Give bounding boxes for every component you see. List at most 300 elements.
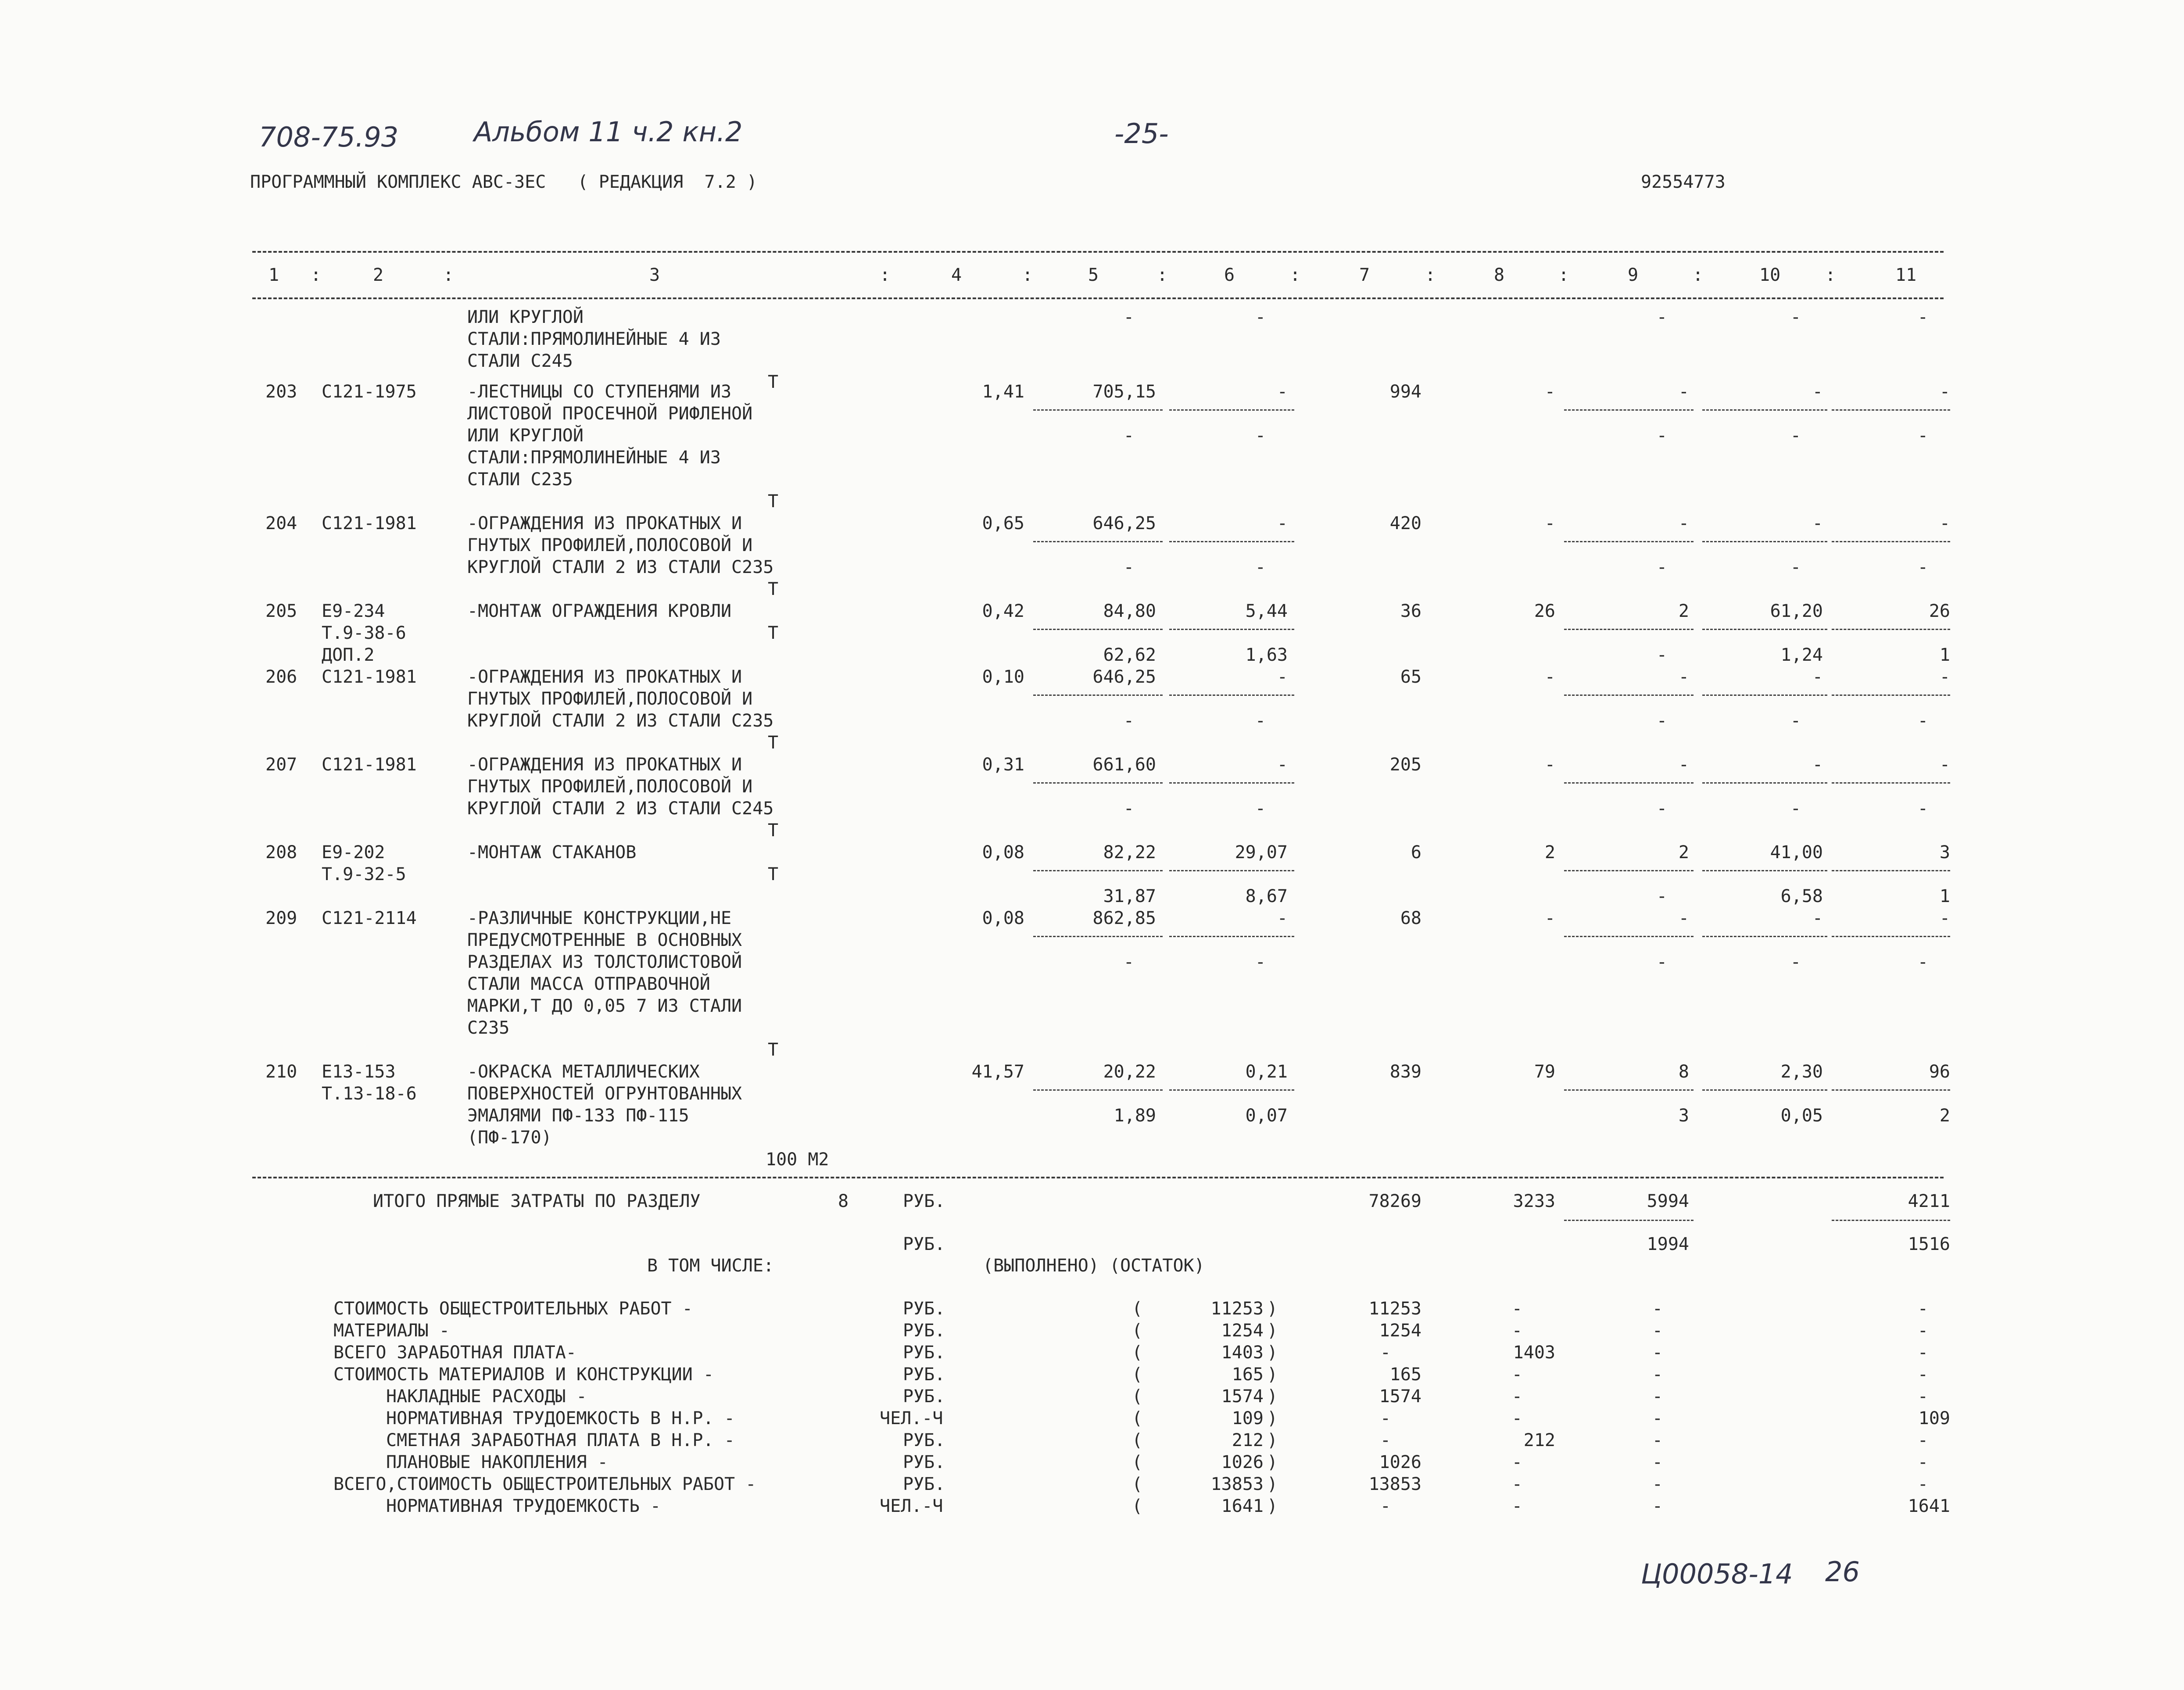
cell-c10b: -: [1790, 426, 1801, 446]
summary-c11: 1641: [1908, 1496, 1950, 1516]
summary-remaining: 11253: [1368, 1299, 1421, 1319]
description-line: СТАЛИ:ПРЯМОЛИНЕЙНЫЕ 4 ИЗ: [467, 448, 721, 468]
price-code: ДОП.2: [322, 645, 375, 665]
description-line: -МОНТАЖ ОГРАЖДЕНИЯ КРОВЛИ: [467, 601, 732, 621]
cell-c6: -: [1277, 513, 1288, 533]
unit-label: Т: [768, 733, 779, 753]
cell-qty: 1,41: [982, 382, 1024, 402]
cell-c6: 29,07: [1235, 842, 1288, 863]
cell-c9: 2: [1678, 842, 1689, 863]
cell-c5: 705,15: [1092, 382, 1156, 402]
column-header-1: 1: [269, 265, 279, 285]
value-divider: [1169, 1089, 1294, 1091]
value-divider: [1832, 1089, 1950, 1091]
cell-c9: -: [1678, 755, 1689, 775]
cell-c10: -: [1812, 908, 1823, 928]
paren-open: (: [1132, 1321, 1143, 1341]
cell-c9: -: [1678, 908, 1689, 928]
cell-c10b: -: [1790, 798, 1801, 819]
row-number: 208: [265, 842, 297, 863]
price-code: С121-1981: [322, 667, 417, 687]
program-title: ПРОГРАММНЫЙ КОМПЛЕКС АВС-3ЕС ( РЕДАКЦИЯ 7.2 ): [250, 172, 757, 192]
column-header-10: 10: [1759, 265, 1781, 285]
description-line: -ОГРАЖДЕНИЯ ИЗ ПРОКАТНЫХ И: [467, 667, 742, 687]
totals-c9-labor: 1994: [1647, 1234, 1689, 1254]
row-number: 204: [265, 513, 297, 533]
description-line: ПОВЕРХНОСТЕЙ ОГРУНТОВАННЫХ: [467, 1084, 742, 1104]
cell-c10b: 1,24: [1780, 645, 1823, 665]
paren-close: ): [1267, 1321, 1278, 1341]
description-line: ИЛИ КРУГЛОЙ: [467, 307, 584, 327]
cell-qty: 0,65: [982, 513, 1024, 533]
summary-unit: ЧЕЛ.-Ч: [880, 1408, 943, 1429]
cell-c11b: 1: [1939, 886, 1950, 906]
summary-c9: -: [1652, 1343, 1663, 1363]
summary-remaining: -: [1380, 1343, 1391, 1363]
value-divider: [1033, 695, 1163, 696]
cell-c10: 2,30: [1780, 1062, 1823, 1082]
summary-unit: РУБ.: [903, 1364, 945, 1385]
cell-c5b: -: [1123, 952, 1134, 972]
cell-qty: 0,08: [982, 842, 1024, 863]
handwritten-project-code: 708-75.93: [259, 121, 399, 153]
cell-c9: -: [1678, 667, 1689, 687]
summary-c8: 1403: [1513, 1343, 1555, 1363]
cell-c11b: -: [1917, 952, 1928, 972]
description-line: СТАЛИ С245: [467, 351, 573, 371]
cell-c5: 84,80: [1103, 601, 1156, 621]
cell-qty: 0,08: [982, 908, 1024, 928]
summary-label: МАТЕРИАЛЫ -: [333, 1321, 450, 1341]
column-header-9: 9: [1628, 265, 1639, 285]
value-divider: [1564, 409, 1693, 411]
cell-qty: 0,31: [982, 755, 1024, 775]
value-divider: [1033, 782, 1163, 784]
totals-c9: 5994: [1647, 1191, 1689, 1211]
unit-label: Т: [768, 372, 779, 392]
price-code: С121-1981: [322, 513, 417, 533]
column-header-5: 5: [1088, 265, 1099, 285]
paren-close: ): [1267, 1430, 1278, 1450]
cell-c6b: -: [1255, 557, 1266, 577]
cell-c7: 994: [1389, 382, 1421, 402]
value-divider: [1702, 782, 1827, 784]
cell-c11: -: [1939, 382, 1950, 402]
summary-c8: -: [1511, 1321, 1522, 1341]
column-header-7: 7: [1359, 265, 1370, 285]
value-divider: [1033, 541, 1163, 542]
cell-c9: -: [1678, 513, 1689, 533]
cell-c9: 2: [1678, 601, 1689, 621]
price-code: Т.13-18-6: [322, 1084, 417, 1104]
cell-c5: 82,22: [1103, 842, 1156, 863]
cell-c6b: -: [1255, 307, 1266, 327]
summary-remaining: -: [1380, 1430, 1391, 1450]
cell-c10: 41,00: [1770, 842, 1823, 863]
value-divider: [1702, 629, 1827, 630]
price-code: Е13-153: [322, 1062, 396, 1082]
summary-c11: -: [1917, 1452, 1928, 1472]
value-divider: [1832, 409, 1950, 411]
cell-c7: 420: [1389, 513, 1421, 533]
cell-c5b: -: [1123, 307, 1134, 327]
paren-open: (: [1132, 1474, 1143, 1494]
cell-c7: 36: [1400, 601, 1421, 621]
summary-unit: РУБ.: [903, 1299, 945, 1319]
summary-c9: -: [1652, 1430, 1663, 1450]
cell-c9: -: [1678, 382, 1689, 402]
paren-open: (: [1132, 1343, 1143, 1363]
cell-c10b: -: [1790, 711, 1801, 731]
value-divider: [1169, 409, 1294, 411]
summary-c8: -: [1511, 1364, 1522, 1385]
cell-c6: -: [1277, 755, 1288, 775]
summary-c9: -: [1652, 1299, 1663, 1319]
totals-c8: 3233: [1513, 1191, 1555, 1211]
row-number: 209: [265, 908, 297, 928]
cell-c9b: -: [1656, 886, 1667, 906]
totals-label: ИТОГО ПРЯМЫЕ ЗАТРАТЫ ПО РАЗДЕЛУ: [373, 1191, 701, 1211]
column-header-3: 3: [649, 265, 660, 285]
cell-c10b: -: [1790, 307, 1801, 327]
value-divider: [1832, 870, 1950, 871]
cell-c5b: -: [1123, 426, 1134, 446]
cell-c7: 205: [1389, 755, 1421, 775]
description-line: С235: [467, 1018, 510, 1038]
summary-c11: -: [1917, 1474, 1928, 1494]
paren-open: (: [1132, 1408, 1143, 1429]
column-separator: :: [880, 265, 891, 285]
column-separator: :: [1157, 265, 1168, 285]
description-line: МАРКИ,Т ДО 0,05 7 ИЗ СТАЛИ: [467, 996, 742, 1016]
description-line: -ОГРАЖДЕНИЯ ИЗ ПРОКАТНЫХ И: [467, 755, 742, 775]
summary-done: 1641: [1221, 1496, 1264, 1516]
cell-qty: 0,42: [982, 601, 1024, 621]
cell-c8: 26: [1534, 601, 1555, 621]
value-divider: [1564, 870, 1693, 871]
description-line: -ЛЕСТНИЦЫ СО СТУПЕНЯМИ ИЗ: [467, 382, 732, 402]
summary-unit: ЧЕЛ.-Ч: [880, 1496, 943, 1516]
paren-open: (: [1132, 1299, 1143, 1319]
summary-c11: -: [1917, 1364, 1928, 1385]
row-number: 205: [265, 601, 297, 621]
value-divider: [1564, 936, 1693, 937]
summary-label: СТОИМОСТЬ ОБЩЕСТРОИТЕЛЬНЫХ РАБОТ -: [333, 1299, 693, 1319]
paren-close: ): [1267, 1343, 1278, 1363]
cell-c9b: -: [1656, 426, 1667, 446]
summary-c8: -: [1511, 1408, 1522, 1429]
cell-c5b: 31,87: [1103, 886, 1156, 906]
cell-c9b: -: [1656, 711, 1667, 731]
table-top-rule: [252, 251, 1944, 253]
cell-c11b: -: [1917, 798, 1928, 819]
description-line: КРУГЛОЙ СТАЛИ 2 ИЗ СТАЛИ С235: [467, 557, 774, 577]
cell-qty: 0,10: [982, 667, 1024, 687]
summary-c8: 212: [1523, 1430, 1555, 1450]
column-separator: :: [1825, 265, 1836, 285]
summary-remaining: 1574: [1379, 1386, 1421, 1407]
summary-c8: -: [1511, 1299, 1522, 1319]
summary-c11: -: [1917, 1299, 1928, 1319]
summary-c11: -: [1917, 1430, 1928, 1450]
description-line: ИЛИ КРУГЛОЙ: [467, 426, 584, 446]
cell-c11: -: [1939, 667, 1950, 687]
value-divider: [1832, 936, 1950, 937]
cell-c5b: 62,62: [1103, 645, 1156, 665]
paren-close: ): [1267, 1299, 1278, 1319]
totals-c11-labor: 1516: [1908, 1234, 1950, 1254]
column-header-11: 11: [1895, 265, 1917, 285]
cell-c11: -: [1939, 908, 1950, 928]
page-number: -25-: [1114, 118, 1169, 150]
summary-done: 212: [1232, 1430, 1264, 1450]
summary-label: НАКЛАДНЫЕ РАСХОДЫ -: [386, 1386, 587, 1407]
summary-c8: -: [1511, 1474, 1522, 1494]
description-line: ЭМАЛЯМИ ПФ-133 ПФ-115: [467, 1106, 689, 1126]
cell-c6b: 1,63: [1245, 645, 1288, 665]
cell-c5: 862,85: [1092, 908, 1156, 928]
cell-c8: -: [1544, 513, 1555, 533]
cell-c9b: -: [1656, 952, 1667, 972]
cell-c6b: 8,67: [1245, 886, 1288, 906]
totals-c11: 4211: [1908, 1191, 1950, 1211]
value-divider: [1564, 1220, 1693, 1221]
value-divider: [1564, 541, 1693, 542]
value-divider: [1169, 936, 1294, 937]
cell-c10b: 0,05: [1780, 1106, 1823, 1126]
summary-c9: -: [1652, 1474, 1663, 1494]
summary-label: ВСЕГО,СТОИМОСТЬ ОБЩЕСТРОИТЕЛЬНЫХ РАБОТ -: [333, 1474, 756, 1494]
unit-label: Т: [768, 864, 779, 884]
summary-label: НОРМАТИВНАЯ ТРУДОЕМКОСТЬ -: [386, 1496, 661, 1516]
summary-done: 13853: [1210, 1474, 1264, 1494]
price-code: Е9-234: [322, 601, 385, 621]
summary-label: ПЛАНОВЫЕ НАКОПЛЕНИЯ -: [386, 1452, 608, 1472]
summary-c9: -: [1652, 1364, 1663, 1385]
column-separator: :: [311, 265, 322, 285]
cell-c10b: 6,58: [1780, 886, 1823, 906]
document-number: 92554773: [1641, 172, 1726, 192]
cell-c9b: -: [1656, 798, 1667, 819]
cell-c5b: -: [1123, 557, 1134, 577]
unit-label: Т: [768, 491, 779, 512]
paren-open: (: [1132, 1496, 1143, 1516]
summary-c11: -: [1917, 1321, 1928, 1341]
column-header-8: 8: [1494, 265, 1505, 285]
cell-c8: -: [1544, 908, 1555, 928]
handwritten-sheet-number: 26: [1825, 1556, 1860, 1588]
cell-c8: 79: [1534, 1062, 1555, 1082]
description-line: ЛИСТОВОЙ ПРОСЕЧНОЙ РИФЛЕНОЙ: [467, 404, 753, 424]
cell-c10: -: [1812, 755, 1823, 775]
row-number: 206: [265, 667, 297, 687]
summary-c8: -: [1511, 1496, 1522, 1516]
handwritten-stamp: Ц00058-14: [1641, 1558, 1793, 1590]
unit-label: Т: [768, 1040, 779, 1060]
paren-close: ): [1267, 1408, 1278, 1429]
value-divider: [1169, 782, 1294, 784]
paren-open: (: [1132, 1452, 1143, 1472]
row-number: 207: [265, 755, 297, 775]
summary-c8: -: [1511, 1452, 1522, 1472]
cell-c9b: 3: [1678, 1106, 1689, 1126]
totals-unit: РУБ.: [903, 1191, 945, 1211]
summary-c9: -: [1652, 1408, 1663, 1429]
value-divider: [1702, 936, 1827, 937]
value-divider: [1564, 1089, 1693, 1091]
value-divider: [1702, 409, 1827, 411]
cell-c5: 646,25: [1092, 513, 1156, 533]
cell-c6b: -: [1255, 952, 1266, 972]
summary-c9: -: [1652, 1386, 1663, 1407]
cell-c8: -: [1544, 755, 1555, 775]
column-header-4: 4: [951, 265, 962, 285]
unit-label: Т: [768, 579, 779, 599]
value-divider: [1832, 1220, 1950, 1221]
cell-c5: 646,25: [1092, 667, 1156, 687]
cell-c11b: -: [1917, 711, 1928, 731]
cell-c6: -: [1277, 382, 1288, 402]
cell-c5b: 1,89: [1113, 1106, 1156, 1126]
value-divider: [1033, 409, 1163, 411]
description-line: -МОНТАЖ СТАКАНОВ: [467, 842, 637, 863]
summary-label: ВСЕГО ЗАРАБОТНАЯ ПЛАТА-: [333, 1343, 576, 1363]
cell-c5b: -: [1123, 798, 1134, 819]
value-divider: [1702, 695, 1827, 696]
summary-label: СТОИМОСТЬ МАТЕРИАЛОВ И КОНСТРУКЦИИ -: [333, 1364, 714, 1385]
totals-top-rule: [252, 1177, 1944, 1178]
description-line: (ПФ-170): [467, 1128, 552, 1148]
summary-c11: 109: [1918, 1408, 1950, 1429]
cell-c6b: -: [1255, 711, 1266, 731]
value-divider: [1702, 1089, 1827, 1091]
summary-done: 1026: [1221, 1452, 1264, 1472]
summary-unit: РУБ.: [903, 1343, 945, 1363]
summary-unit: РУБ.: [903, 1386, 945, 1407]
cell-c7: 68: [1400, 908, 1421, 928]
value-divider: [1169, 541, 1294, 542]
value-divider: [1033, 629, 1163, 630]
value-divider: [1832, 782, 1950, 784]
cell-c7: 839: [1389, 1062, 1421, 1082]
cell-c10: -: [1812, 513, 1823, 533]
paren-close: ): [1267, 1364, 1278, 1385]
price-code: Т.9-38-6: [322, 623, 406, 643]
description-line: РАЗДЕЛАХ ИЗ ТОЛСТОЛИСТОВОЙ: [467, 952, 742, 972]
value-divider: [1564, 782, 1693, 784]
cell-c11b: -: [1917, 426, 1928, 446]
value-divider: [1033, 936, 1163, 937]
row-number: 203: [265, 382, 297, 402]
cell-c11: -: [1939, 755, 1950, 775]
description-line: -ОГРАЖДЕНИЯ ИЗ ПРОКАТНЫХ И: [467, 513, 742, 533]
cell-c6: -: [1277, 908, 1288, 928]
summary-c9: -: [1652, 1452, 1663, 1472]
summary-remaining: 13853: [1368, 1474, 1421, 1494]
cell-c9b: -: [1656, 557, 1667, 577]
done-remaining-header: (ВЫПОЛНЕНО) (ОСТАТОК): [983, 1256, 1205, 1276]
cell-c5: 20,22: [1103, 1062, 1156, 1082]
cell-c6: 5,44: [1245, 601, 1288, 621]
unit-label: 100 М2: [766, 1149, 829, 1170]
cell-c10: -: [1812, 382, 1823, 402]
unit-label: Т: [768, 820, 779, 841]
handwritten-album-ref: Альбом 11 ч.2 кн.2: [474, 116, 743, 148]
paren-open: (: [1132, 1386, 1143, 1407]
cell-c11: 3: [1939, 842, 1950, 863]
summary-label: СМЕТНАЯ ЗАРАБОТНАЯ ПЛАТА В Н.Р. -: [386, 1430, 735, 1450]
cell-c6b: -: [1255, 426, 1266, 446]
description-line: СТАЛИ МАССА ОТПРАВОЧНОЙ: [467, 974, 710, 994]
cell-c11b: -: [1917, 307, 1928, 327]
value-divider: [1169, 695, 1294, 696]
value-divider: [1702, 541, 1827, 542]
paren-close: ): [1267, 1386, 1278, 1407]
cell-c11: 96: [1929, 1062, 1950, 1082]
value-divider: [1564, 629, 1693, 630]
description-line: СТАЛИ С235: [467, 469, 573, 490]
paren-open: (: [1132, 1364, 1143, 1385]
cell-c8: 2: [1544, 842, 1555, 863]
column-separator: :: [1425, 265, 1436, 285]
summary-done: 11253: [1210, 1299, 1264, 1319]
description-line: ГНУТЫХ ПРОФИЛЕЙ,ПОЛОСОВОЙ И: [467, 535, 753, 555]
cell-c11: -: [1939, 513, 1950, 533]
paren-close: ): [1267, 1452, 1278, 1472]
description-line: ГНУТЫХ ПРОФИЛЕЙ,ПОЛОСОВОЙ И: [467, 689, 753, 709]
column-header-2: 2: [373, 265, 384, 285]
cell-c7: 65: [1400, 667, 1421, 687]
cell-c6: 0,21: [1245, 1062, 1288, 1082]
cell-c6b: 0,07: [1245, 1106, 1288, 1126]
summary-c9: -: [1652, 1496, 1663, 1516]
cell-c6b: -: [1255, 798, 1266, 819]
summary-c8: -: [1511, 1386, 1522, 1407]
column-separator: :: [1290, 265, 1301, 285]
description-line: КРУГЛОЙ СТАЛИ 2 ИЗ СТАЛИ С235: [467, 711, 774, 731]
summary-remaining: 1026: [1379, 1452, 1421, 1472]
value-divider: [1033, 870, 1163, 871]
totals-c7: 78269: [1368, 1191, 1421, 1211]
cell-c11: 26: [1929, 601, 1950, 621]
value-divider: [1702, 870, 1827, 871]
price-code: С121-2114: [322, 908, 417, 928]
summary-done: 1574: [1221, 1386, 1264, 1407]
cell-c11b: 2: [1939, 1106, 1950, 1126]
value-divider: [1832, 541, 1950, 542]
summary-remaining: 165: [1389, 1364, 1421, 1385]
paren-close: ): [1267, 1474, 1278, 1494]
price-code: С121-1981: [322, 755, 417, 775]
price-code: Е9-202: [322, 842, 385, 863]
header-bottom-rule: [252, 297, 1944, 299]
value-divider: [1169, 629, 1294, 630]
summary-done: 1403: [1221, 1343, 1264, 1363]
totals-unit-2: РУБ.: [903, 1234, 945, 1254]
value-divider: [1564, 695, 1693, 696]
description-line: ПРЕДУСМОТРЕННЫЕ В ОСНОВНЫХ: [467, 930, 742, 950]
summary-label: НОРМАТИВНАЯ ТРУДОЕМКОСТЬ В Н.Р. -: [386, 1408, 735, 1429]
cell-c5: 661,60: [1092, 755, 1156, 775]
summary-done: 1254: [1221, 1321, 1264, 1341]
cell-c8: -: [1544, 667, 1555, 687]
column-separator: :: [443, 265, 454, 285]
cell-c11b: 1: [1939, 645, 1950, 665]
summary-unit: РУБ.: [903, 1474, 945, 1494]
cell-c10b: -: [1790, 952, 1801, 972]
summary-unit: РУБ.: [903, 1430, 945, 1450]
description-line: ГНУТЫХ ПРОФИЛЕЙ,ПОЛОСОВОЙ И: [467, 777, 753, 797]
